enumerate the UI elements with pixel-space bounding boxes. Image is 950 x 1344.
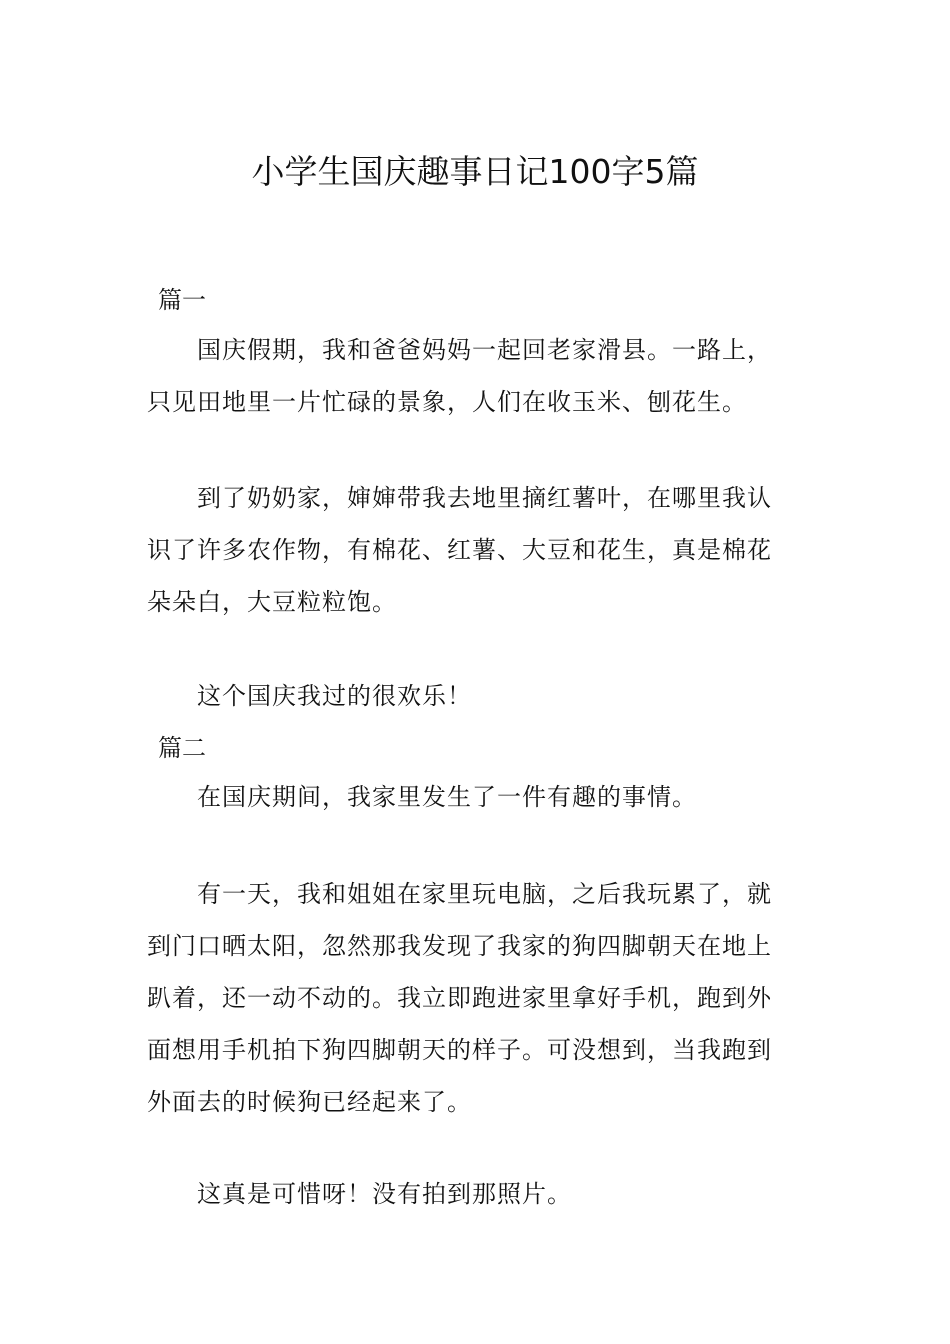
text-line: 到门口晒太阳，忽然那我发现了我家的狗四脚朝天在地上 [147,932,772,960]
text-line: 到了奶奶家，婶婶带我去地里摘红薯叶，在哪里我认 [197,484,772,512]
text-line: 有一天，我和姐姐在家里玩电脑，之后我玩累了，就 [197,880,772,908]
document-title: 小学生国庆趣事日记100字5篇 [251,152,699,192]
text-line: 国庆假期，我和爸爸妈妈一起回老家滑县。一路上， [197,336,772,364]
text-line: 朵朵白，大豆粒粒饱。 [147,588,397,616]
section-heading-2: 篇二 [158,734,206,762]
text-line: 外面去的时候狗已经起来了。 [147,1088,472,1116]
paragraph-1-3 [147,670,817,722]
text-line: 这个国庆我过的很欢乐！ [197,682,472,710]
text-line: 只见田地里一片忙碌的景象，人们在收玉米、刨花生。 [147,388,747,416]
text-line: 识了许多农作物，有棉花、红薯、大豆和花生，真是棉花 [147,536,772,564]
paragraph-1-2 [147,472,817,628]
paragraph-1-1 [147,324,817,428]
section-heading-1: 篇一 [158,286,206,314]
text-line: 在国庆期间，我家里发生了一件有趣的事情。 [197,783,697,811]
text-line: 面想用手机拍下狗四脚朝天的样子。可没想到，当我跑到 [147,1036,772,1064]
text-line: 这真是可惜呀！没有拍到那照片。 [197,1180,572,1208]
text-line: 趴着，还一动不动的。我立即跑进家里拿好手机，跑到外 [147,984,772,1012]
paragraph-2-2 [147,868,817,1128]
paragraph-2-3 [147,1168,817,1220]
paragraph-2-1 [147,771,817,823]
